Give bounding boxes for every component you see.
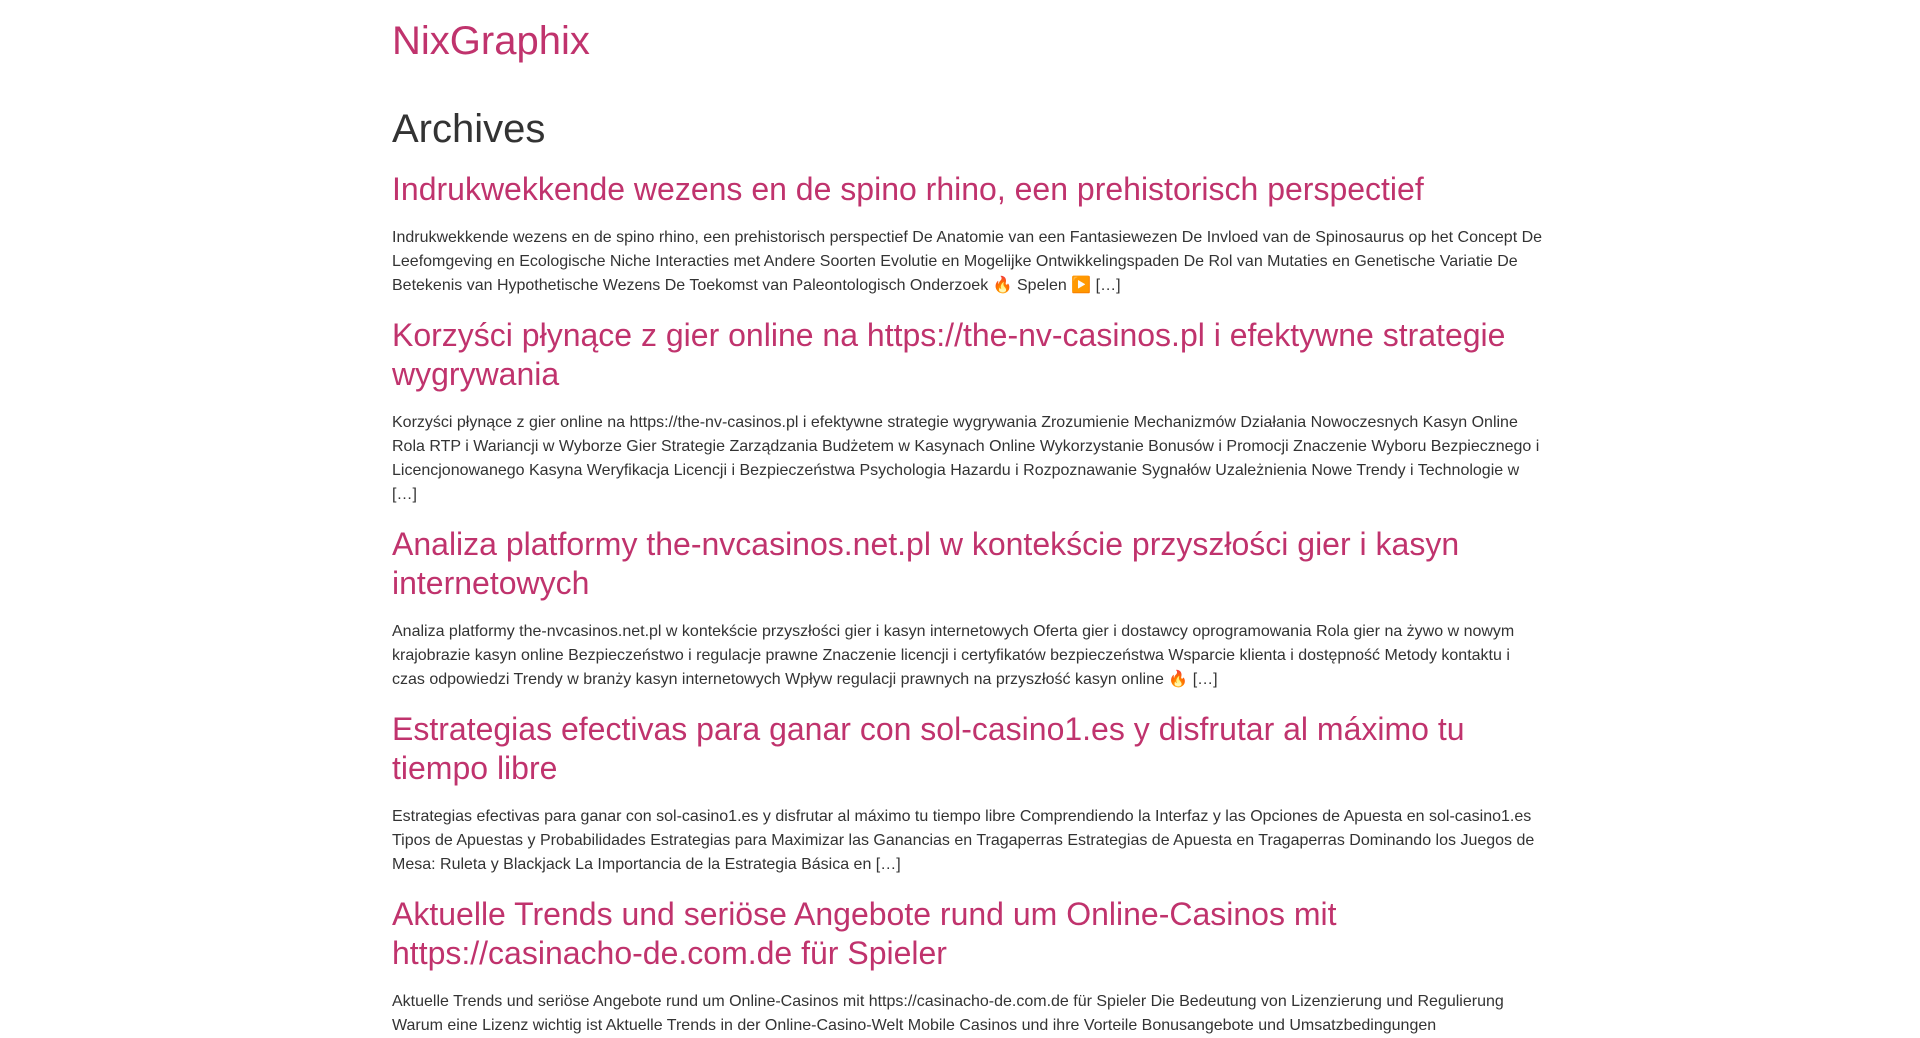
post-title-link[interactable]: Korzyści płynące z gier online na https://the-nv-casinos.pl i efektywne strategie wygrywania [392,317,1506,392]
post-excerpt [392,805,1544,877]
post-excerpt [392,990,1544,1038]
post-title [392,525,1544,603]
post-excerpt-text: Estrategias efectivas para ganar con sol-casino1.es y disfrutar al máximo tu tiempo libre Comprendiendo la Interfaz y las Opciones de Apuesta en sol-casino1.es Tipos de Apuestas y Probabilidades Estrategias para Maximizar las Ganancias en Tragaperras Estrategias de Apuesta en Tragaperras Dominando los Juegos de Mesa: Ruleta y Blackjack La Importancia de la Estrategia Básica en […] [392,808,1535,873]
site-title-link[interactable]: NixGraphix [392,19,590,63]
post-excerpt-text: Indrukwekkende wezens en de spino rhino, een prehistorisch perspectief De Anatomie van een Fantasiewezen De Invloed van de Spinosaurus op het Concept De Leefomgeving en Ecologische Niche Interacties met Andere Soorten Evolutie en Mogelijke Ontwikkelingspaden De Rol van Mutaties en Genetische Variatie De Betekenis van Hypothetische Wezens De Toekomst van Paleontologisch Onderzoek 🔥 Spelen ▶️ […] [392,229,1543,294]
post-title [392,710,1544,788]
post-title [392,316,1544,394]
post-excerpt-text: Korzyści płynące z gier online na https://the-nv-casinos.pl i efektywne strategie wygrywania Zrozumienie Mechanizmów Działania Nowoczesnych Kasyn Online Rola RTP i Wariancji w Wyborze Gier Strategie Zarządzania Budżetem w Kasynach Online Wykorzystanie Bonusów i Promocji Znaczenie Wyboru Bezpiecznego i Licencjonowanego Kasyna Weryfikacja Licencji i Bezpieczeństwa Psychologia Hazardu i Rozpoznawanie Sygnałów Uzależnienia Nowe Trendy i Technologie w […] [392,414,1540,503]
post-title [392,170,1544,209]
post-item [392,170,1544,298]
post-excerpt [392,411,1544,507]
post-excerpt-text: Analiza platformy the-nvcasinos.net.pl w kontekście przyszłości gier i kasyn internetowych Oferta gier i dostawcy oprogramowania Rola gier na żywo w nowym krajobrazie kasyn online Bezpieczeństwo i regulacje prawne Znaczenie licencji i certyfikatów bezpieczeństwa Wsparcie klienta i dostępność Metody kontaktu i czas odpowiedzi Trendy w branży kasyn internetowych Wpływ regulacji prawnych na przyszłość kasyn online 🔥 […] [392,623,1515,688]
post-excerpt [392,226,1544,298]
post-title-link[interactable]: Analiza platformy the-nvcasinos.net.pl w kontekście przyszłości gier i kasyn internetowych [392,526,1460,601]
page-title: Archives [392,107,546,151]
post-excerpt-text: Aktuelle Trends und seriöse Angebote rund um Online-Casinos mit https://casinacho-de.com.de für Spieler Die Bedeutung von Lizenzierung und Regulierung Warum eine Lizenz wichtig ist Aktuelle Trends in der Online-Casino-Welt Mobile Casinos und ihre Vorteile Bonusangebote und Umsatzbedingungen [392,993,1504,1034]
post-title-link[interactable]: Indrukwekkende wezens en de spino rhino, een prehistorisch perspectief [392,171,1424,207]
post-item [392,316,1544,507]
post-title-link[interactable]: Aktuelle Trends und seriöse Angebote rund um Online-Casinos mit https://casinacho-de.com.de für Spieler [392,896,1337,971]
post-item [392,710,1544,877]
post-list [392,170,1544,1038]
post-item [392,895,1544,1038]
post-excerpt [392,620,1544,692]
post-title-link[interactable]: Estrategias efectivas para ganar con sol-casino1.es y disfrutar al máximo tu tiempo libre [392,711,1465,786]
post-title [392,895,1544,973]
post-item [392,525,1544,692]
content-container [392,0,1544,1038]
